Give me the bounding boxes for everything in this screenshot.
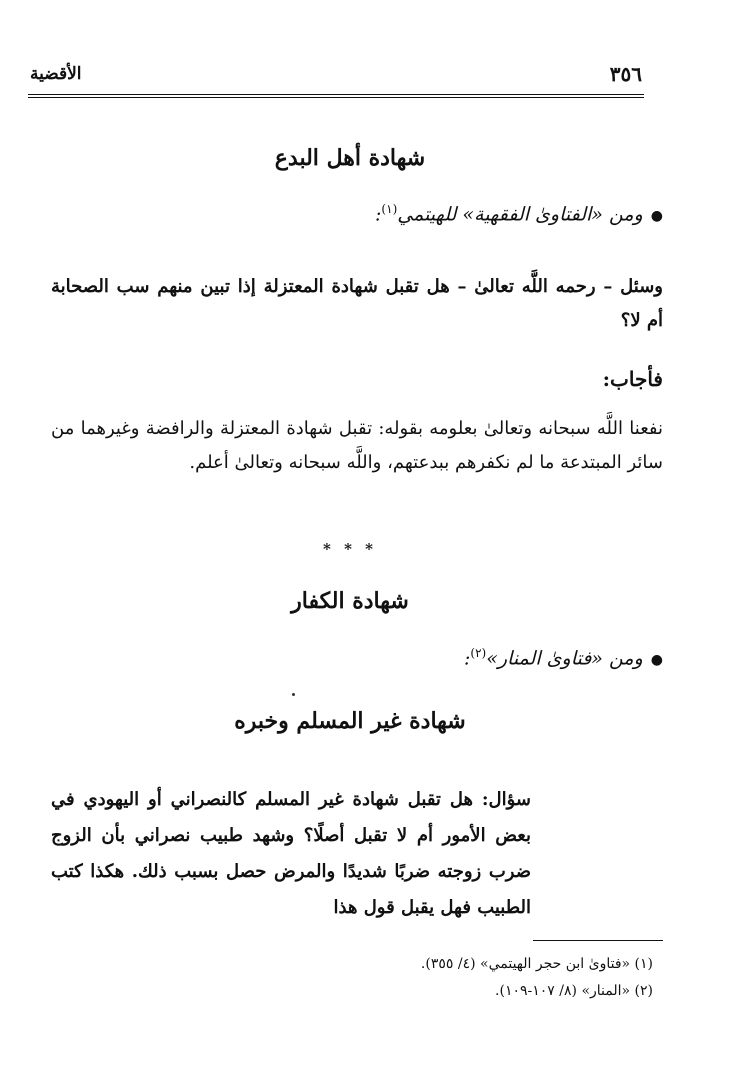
section1-source: ومن «الفتاوىٰ الفقهية» للهيتمي xyxy=(397,203,643,226)
section2-source: ومن «فتاوىٰ المنار» xyxy=(486,647,643,670)
footnote-ref-1: (١) xyxy=(381,202,398,216)
section-title: الأقضية xyxy=(30,64,82,84)
section1-source-line xyxy=(375,202,663,225)
section2-title: شهادة الكفار xyxy=(291,588,409,614)
answer-label: فأجاب: xyxy=(602,367,663,391)
section1-source-tail: : xyxy=(375,203,382,226)
section1-title: شهادة أهل البدع xyxy=(274,145,426,171)
section2-source-tail: : xyxy=(464,647,471,670)
section2-question: سؤال: هل تقبل شهادة غير المسلم كالنصراني أو اليهودي في بعض الأمور أم لا تقبل أصلًا؟ وشهد طبيب نصراني بأن الزوج ضرب زوجته ضربًا شديدًا والمرض حصل بسبب ذلك. هكذا كتب الطبيب فهل يقبل قول هذا xyxy=(51,789,531,918)
bullet-icon: ● xyxy=(650,652,663,669)
footnote-rule xyxy=(533,940,663,941)
running-head xyxy=(30,62,642,86)
section1-question: وسئل – رحمه اللَّه تعالىٰ – هل تقبل شهادة المعتزلة إذا تبين منهم سب الصحابة أم لا؟ xyxy=(51,276,663,331)
footnote-2: (٢) «المنار» (٨/ ١٠٧-١٠٩). xyxy=(495,983,653,999)
section2-source-line xyxy=(464,646,663,669)
scan-speck xyxy=(292,693,295,696)
bullet-icon: ● xyxy=(650,208,663,225)
footnote-ref-2: (٢) xyxy=(470,646,487,660)
section1-answer: نفعنا اللَّه سبحانه وتعالىٰ بعلومه بقوله: تقبل شهادة المعتزلة والرافضة وغيرهما من سائر المبتدعة ما لم نكفرهم ببدعتهم، واللَّه سبحانه وتعالىٰ أعلم. xyxy=(51,418,663,473)
section-separator: * * * xyxy=(323,540,377,558)
section2-subtitle: شهادة غير المسلم وخبره xyxy=(234,708,466,734)
header-rule xyxy=(28,94,644,98)
page-number: ٣٥٦ xyxy=(609,62,642,86)
footnote-1: (١) «فتاوىٰ ابن حجر الهيتمي» (٤/ ٣٥٥). xyxy=(420,956,653,972)
